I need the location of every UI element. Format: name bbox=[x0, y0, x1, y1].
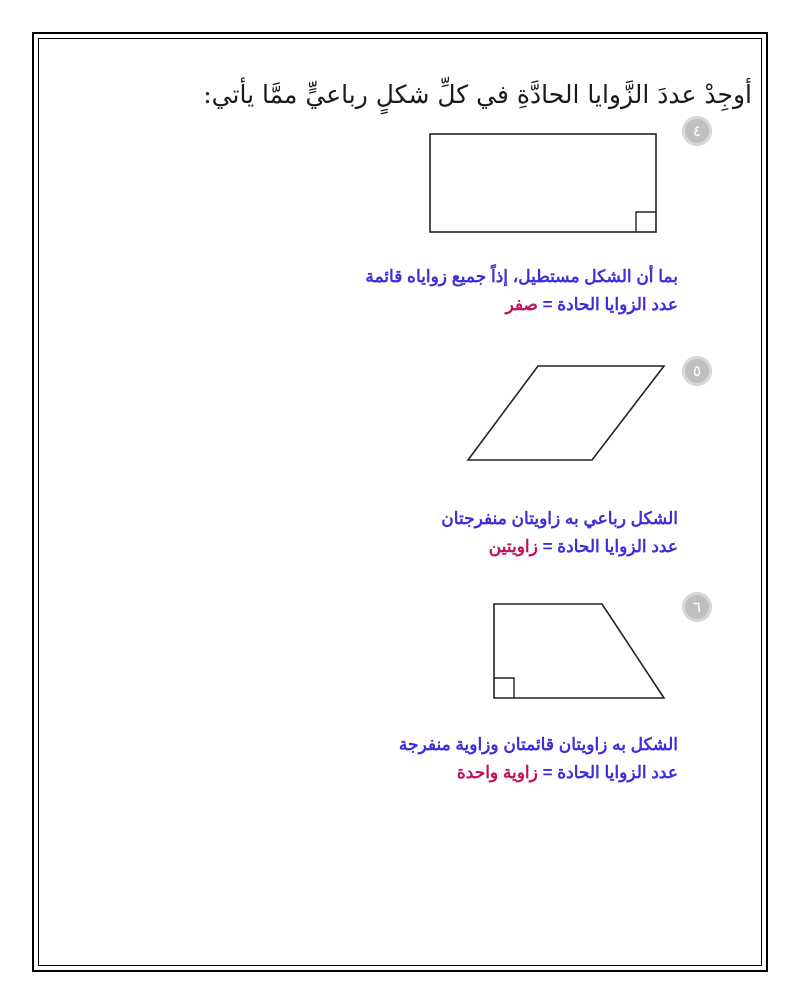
answer-value: صفر bbox=[505, 295, 538, 314]
answer-value: زاويتين bbox=[488, 537, 538, 556]
problem-number-badge: ٦ bbox=[682, 592, 712, 622]
explanation-text: الشكل رباعي به زاويتان منفرجتان bbox=[441, 509, 678, 528]
problem-number-badge: ٤ bbox=[682, 116, 712, 146]
answer-value: زاوية واحدة bbox=[456, 763, 538, 782]
explanation-text: بما أن الشكل مستطيل، إذاً جميع زواياه قائمة bbox=[365, 267, 678, 286]
problem-number-badge: ٥ bbox=[682, 356, 712, 386]
trapezoid-outline bbox=[494, 604, 664, 698]
answer-label: عدد الزوايا الحادة = bbox=[542, 763, 678, 782]
parallelogram-figure bbox=[464, 362, 668, 464]
exercise-title: أوجِدْ عددَ الزَّوايا الحادَّةِ في كلِّ شكلٍ رباعيٍّ ممَّا يأتي: bbox=[203, 80, 752, 109]
answer-label: عدد الزوايا الحادة = bbox=[542, 537, 678, 556]
right-angle-mark bbox=[494, 678, 514, 698]
explanation-text: الشكل به زاويتان قائمتان وزاوية منفرجة bbox=[398, 735, 678, 754]
answer-line bbox=[457, 760, 678, 786]
rectangle-outline bbox=[430, 134, 656, 232]
parallelogram-outline bbox=[468, 366, 664, 460]
answer-label: عدد الزوايا الحادة = bbox=[542, 295, 678, 314]
trapezoid-figure bbox=[490, 600, 670, 702]
answer-line bbox=[505, 292, 678, 318]
rectangle-figure bbox=[428, 130, 660, 236]
answer-line bbox=[489, 534, 678, 560]
right-angle-mark bbox=[636, 212, 656, 232]
